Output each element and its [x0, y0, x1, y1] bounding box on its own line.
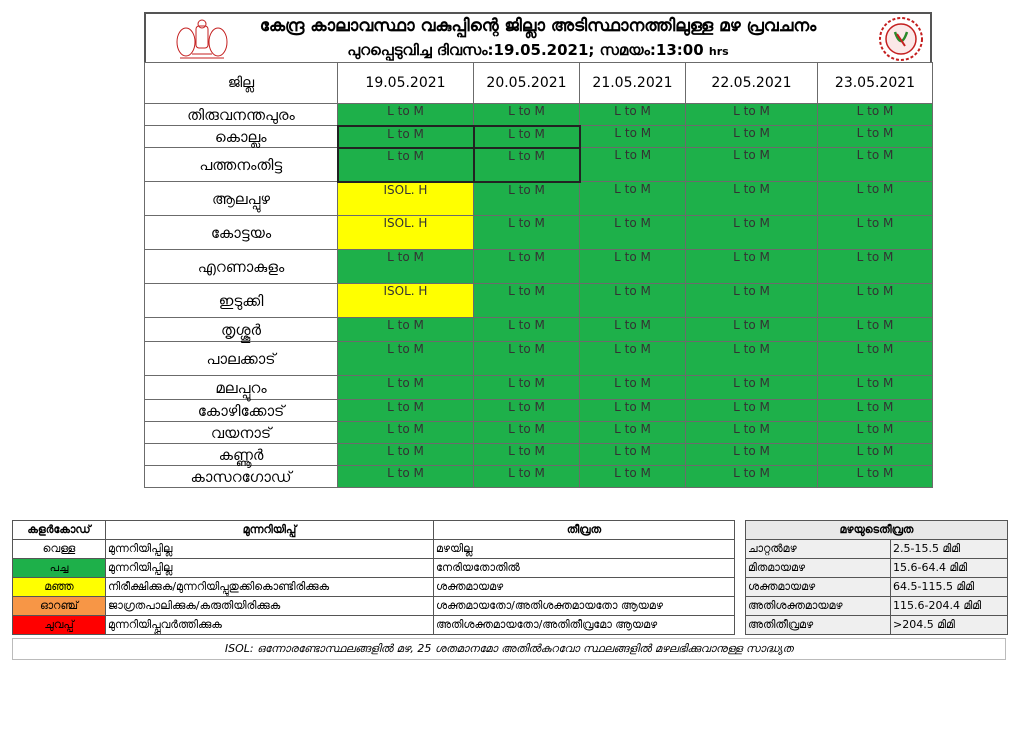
forecast-cell: L to M [338, 376, 474, 400]
intensity-row [746, 559, 1008, 578]
forecast-cell: L to M [474, 148, 580, 182]
date-header: 20.05.2021 [474, 63, 580, 104]
forecast-cell: L to M [686, 342, 818, 376]
forecast-cell: L to M [474, 318, 580, 342]
forecast-header-row [145, 63, 933, 104]
forecast-cell: L to M [818, 104, 933, 126]
intensity-range: 64.5-115.5 മിമി [891, 578, 1008, 597]
forecast-cell: L to M [474, 376, 580, 400]
forecast-cell: ISOL. H [338, 182, 474, 216]
imd-seal-icon [878, 16, 924, 62]
date-header: 22.05.2021 [686, 63, 818, 104]
district-name: കോഴിക്കോട് [145, 400, 338, 422]
forecast-cell: L to M [580, 444, 686, 466]
date-header: 19.05.2021 [338, 63, 474, 104]
forecast-cell: L to M [818, 422, 933, 444]
forecast-cell: L to M [338, 250, 474, 284]
forecast-cell: L to M [580, 422, 686, 444]
forecast-cell: L to M [338, 422, 474, 444]
forecast-cell: L to M [686, 126, 818, 148]
isol-footnote: ISOL: ഒന്നോരണ്ടോസ്ഥലങ്ങളിൽ മഴ, 25 ശതമാനമോ അതിൽകുറവോ സ്ഥലങ്ങളിൽ മഴലഭിക്കുവാനുള്ള സാദ്ധ്യത [12, 638, 1006, 660]
forecast-cell: L to M [818, 284, 933, 318]
legend-row [13, 559, 735, 578]
forecast-cell: L to M [580, 342, 686, 376]
color-code-swatch: പച്ച [13, 559, 106, 578]
forecast-cell: ISOL. H [338, 216, 474, 250]
district-row [145, 466, 933, 488]
forecast-cell: L to M [580, 126, 686, 148]
district-name: തൃശ്ശൂർ [145, 318, 338, 342]
district-row [145, 126, 933, 148]
district-row [145, 284, 933, 318]
warning-text: മുന്നറിയിപ്പില്ല [106, 559, 434, 578]
legend-row [13, 578, 735, 597]
intensity-label: അതിശക്തമായമഴ [746, 597, 891, 616]
color-code-swatch: വെള്ള [13, 540, 106, 559]
forecast-cell: L to M [474, 182, 580, 216]
forecast-cell: L to M [686, 422, 818, 444]
forecast-cell: L to M [686, 148, 818, 182]
forecast-cell: L to M [818, 342, 933, 376]
district-name: മലപ്പുറം [145, 376, 338, 400]
forecast-header [144, 12, 932, 64]
forecast-cell: L to M [474, 400, 580, 422]
forecast-cell: L to M [474, 466, 580, 488]
forecast-cell: L to M [818, 250, 933, 284]
forecast-cell: L to M [338, 444, 474, 466]
intensity-label: ശക്തമായമഴ [746, 578, 891, 597]
forecast-cell: L to M [818, 444, 933, 466]
forecast-cell: L to M [474, 444, 580, 466]
district-row [145, 400, 933, 422]
district-forecast-table [144, 62, 933, 488]
district-name: പാലക്കാട് [145, 342, 338, 376]
forecast-cell: L to M [580, 148, 686, 182]
intensity-text: മഴയില്ല [434, 540, 735, 559]
forecast-cell: L to M [580, 182, 686, 216]
forecast-cell: L to M [818, 376, 933, 400]
forecast-cell: L to M [338, 342, 474, 376]
district-row [145, 182, 933, 216]
forecast-cell: L to M [686, 318, 818, 342]
district-row [145, 104, 933, 126]
forecast-cell: L to M [686, 400, 818, 422]
forecast-cell: ISOL. H [338, 284, 474, 318]
district-name: തിരുവനന്തപുരം [145, 104, 338, 126]
forecast-cell: L to M [580, 376, 686, 400]
district-name: കോട്ടയം [145, 216, 338, 250]
forecast-cell: L to M [580, 400, 686, 422]
district-row [145, 444, 933, 466]
issued-datetime [146, 41, 930, 59]
district-name: വയനാട് [145, 422, 338, 444]
forecast-cell: L to M [580, 104, 686, 126]
warning-text: ജാഗ്രതപാലിക്കുക/കരുതിയിരിക്കുക [106, 597, 434, 616]
forecast-cell: L to M [338, 466, 474, 488]
district-name: എറണാകുളം [145, 250, 338, 284]
color-code-swatch: ചുവപ്പ് [13, 616, 106, 635]
legend-row [13, 540, 735, 559]
forecast-cell: L to M [686, 284, 818, 318]
intensity-range: >204.5 മിമി [891, 616, 1008, 635]
intensity-range: 2.5-15.5 മിമി [891, 540, 1008, 559]
intensity-row [746, 540, 1008, 559]
intensity-header-row [746, 521, 1008, 540]
warning-text: നിരീക്ഷിക്കുക/മുന്നറിയിപ്പുതുക്കികൊണ്ടിരിക്കുക [106, 578, 434, 597]
legend-row [13, 616, 735, 635]
intensity-range: 115.6-204.4 മിമി [891, 597, 1008, 616]
intensity-label: ചാറ്റൽമഴ [746, 540, 891, 559]
intensity-text: നേരിയതോതിൽ [434, 559, 735, 578]
district-name: കൊല്ലം [145, 126, 338, 148]
forecast-cell: L to M [818, 216, 933, 250]
warning-text: മുന്നറിയിപ്പ്പ്രവർത്തിക്കുക [106, 616, 434, 635]
forecast-cell: L to M [580, 216, 686, 250]
color-code-legend-table [12, 520, 735, 635]
forecast-cell: L to M [580, 250, 686, 284]
date-header: 21.05.2021 [580, 63, 686, 104]
forecast-cell: L to M [818, 182, 933, 216]
forecast-cell: L to M [818, 400, 933, 422]
forecast-cell: L to M [686, 104, 818, 126]
district-row [145, 342, 933, 376]
hrs-label: hrs [708, 45, 729, 58]
forecast-cell: L to M [474, 216, 580, 250]
intensity-text: ശക്തമായതോ/അതിശക്തമായതോ ആയമഴ [434, 597, 735, 616]
forecast-cell: L to M [686, 376, 818, 400]
legend-row [13, 597, 735, 616]
intensity-range: 15.6-64.4 മിമി [891, 559, 1008, 578]
forecast-cell: L to M [686, 182, 818, 216]
warning-header: മുന്നറിയിപ്പ് [106, 521, 434, 540]
intensity-header: തീവ്രത [434, 521, 735, 540]
intensity-text: ശക്തമായമഴ [434, 578, 735, 597]
district-row [145, 250, 933, 284]
forecast-cell: L to M [474, 250, 580, 284]
forecast-cell: L to M [818, 126, 933, 148]
forecast-cell: L to M [474, 104, 580, 126]
intensity-text: അതിശക്തമായതോ/അതിതീവ്രമോ ആയമഴ [434, 616, 735, 635]
district-name: ആലപ്പുഴ [145, 182, 338, 216]
intensity-label: മിതമായമഴ [746, 559, 891, 578]
district-name: ഇടുക്കി [145, 284, 338, 318]
color-code-swatch: ഓറഞ്ച് [13, 597, 106, 616]
forecast-cell: L to M [338, 104, 474, 126]
district-row [145, 422, 933, 444]
intensity-row [746, 597, 1008, 616]
district-row [145, 216, 933, 250]
forecast-cell: L to M [474, 422, 580, 444]
forecast-cell: L to M [474, 126, 580, 148]
forecast-cell: L to M [818, 318, 933, 342]
forecast-cell: L to M [686, 250, 818, 284]
color-code-swatch: മഞ്ഞ [13, 578, 106, 597]
forecast-cell: L to M [338, 126, 474, 148]
forecast-cell: L to M [686, 466, 818, 488]
district-row [145, 148, 933, 182]
forecast-cell: L to M [338, 318, 474, 342]
forecast-cell: L to M [580, 466, 686, 488]
color-code-header: കളർകോഡ് [13, 521, 106, 540]
forecast-cell: L to M [818, 148, 933, 182]
district-row [145, 376, 933, 400]
district-column-header: ജില്ല [145, 63, 338, 104]
intensity-row [746, 578, 1008, 597]
forecast-cell: L to M [474, 342, 580, 376]
forecast-cell: L to M [580, 318, 686, 342]
district-name: പത്തനംതിട്ട [145, 148, 338, 182]
legend-header-row [13, 521, 735, 540]
district-row [145, 318, 933, 342]
forecast-cell: L to M [686, 216, 818, 250]
date-header: 23.05.2021 [818, 63, 933, 104]
issued-text: പുറപ്പെടുവിച്ച ദിവസം:19.05.2021; സമയം:13:00 [347, 41, 704, 59]
forecast-cell: L to M [474, 284, 580, 318]
intensity-label: അതിതീവ്രമഴ [746, 616, 891, 635]
district-name: കാസറഗോഡ് [145, 466, 338, 488]
district-name: കണ്ണൂർ [145, 444, 338, 466]
forecast-cell: L to M [580, 284, 686, 318]
forecast-cell: L to M [818, 466, 933, 488]
forecast-title: കേന്ദ്ര കാലാവസ്ഥാ വകുപ്പിന്റെ ജില്ലാ അടിസ്ഥാനത്തിലുള്ള മഴ പ്രവചനം [259, 16, 817, 36]
forecast-cell: L to M [338, 400, 474, 422]
forecast-cell: L to M [686, 444, 818, 466]
intensity-row [746, 616, 1008, 635]
rain-intensity-table [745, 520, 1008, 635]
forecast-cell: L to M [338, 148, 474, 182]
rain-intensity-header: മഴയുടെതീവ്രത [746, 521, 1008, 540]
warning-text: മുന്നറിയിപ്പില്ല [106, 540, 434, 559]
